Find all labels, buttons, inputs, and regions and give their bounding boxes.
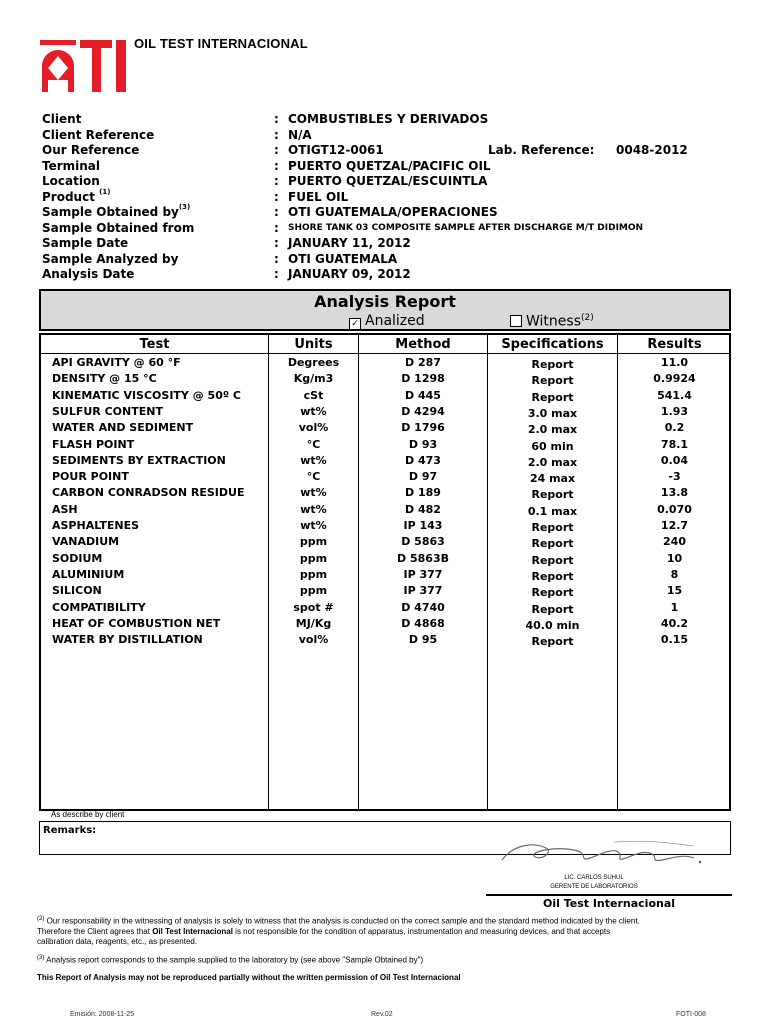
info-sample-analyzed-by <box>0 252 768 267</box>
table-row <box>41 421 729 437</box>
table-row <box>41 535 729 551</box>
footnote-ref: (2) <box>37 916 45 922</box>
report-title: Analysis Report <box>314 292 456 311</box>
units-cell: wt% <box>300 453 327 467</box>
our-reference-value: OTIGT12-0061 <box>288 143 384 157</box>
colon: : <box>274 112 279 126</box>
result-cell: 541.4 <box>657 388 692 402</box>
table-row <box>41 454 729 470</box>
company-header: OIL TEST INTERNACIONAL <box>134 36 308 51</box>
sample-date-value: JANUARY 11, 2012 <box>288 236 411 250</box>
analized-option <box>349 313 425 330</box>
colon: : <box>274 221 279 235</box>
remarks-label: Remarks: <box>43 825 97 836</box>
method-cell: D 445 <box>405 388 441 402</box>
spec-cell: Report <box>531 390 574 404</box>
info-our-reference <box>0 143 768 158</box>
signatory-title: GERENTE DE LABORATORIOS <box>550 884 638 890</box>
spec-cell: 24 max <box>529 472 576 486</box>
method-cell: D 5863 <box>401 535 445 549</box>
our-reference-label: Our Reference <box>42 143 140 157</box>
result-cell: 40.2 <box>660 616 689 630</box>
sample-analyzed-by-value: OTI GUATEMALA <box>288 252 398 266</box>
revision: Rev.02 <box>371 1011 393 1018</box>
units-cell: vol% <box>298 633 329 647</box>
units-cell: wt% <box>300 486 327 500</box>
method-cell: D 5863B <box>397 551 449 565</box>
test-name: KINEMATIC VISCOSITY @ 50º C <box>52 388 241 402</box>
result-cell: 0.2 <box>664 421 685 435</box>
spec-cell: 60 min <box>531 439 574 453</box>
results-table <box>39 333 731 811</box>
sample-obtained-by-value: OTI GUATEMALA/OPERACIONES <box>288 205 498 219</box>
result-cell: 0.04 <box>660 453 689 467</box>
info-client-reference <box>0 128 768 143</box>
sample-obtained-from-label: Sample Obtained from <box>42 221 195 235</box>
sample-analyzed-by-label: Sample Analyzed by <box>42 252 179 266</box>
lab-reference-label: Lab. Reference: <box>488 143 595 157</box>
analysis-report-header <box>39 289 731 331</box>
test-name: SODIUM <box>52 551 103 565</box>
units-cell: Degrees <box>287 356 340 369</box>
colon: : <box>274 174 279 188</box>
spec-cell: 2.0 max <box>527 455 578 469</box>
method-cell: D 4294 <box>401 404 445 418</box>
reproduction-disclaimer: This Report of Analysis may not be reproduced partially without the written permission of Oil Test Internacional <box>37 973 461 982</box>
spec-cell: Report <box>531 569 574 583</box>
header-results: Results <box>647 337 702 352</box>
result-cell: 0.070 <box>657 502 692 516</box>
info-sample-obtained-by <box>0 205 768 220</box>
info-analysis-date <box>0 267 768 282</box>
test-name: CARBON CONRADSON RESIDUE <box>52 486 245 500</box>
method-cell: D 473 <box>405 453 441 467</box>
note-3: $^{(3)}$ Analysis report corresponds to the sample supplied to the laboratory by (see above "Sample Obtained by") <box>37 955 424 965</box>
terminal-value: PUERTO QUETZAL/PACIFIC OIL <box>288 159 491 173</box>
units-cell: ppm <box>299 551 328 565</box>
emission-date: Emisión: 2008-11-25 <box>70 1011 135 1018</box>
result-cell: 10 <box>666 551 683 565</box>
table-row <box>41 568 729 584</box>
spec-cell: Report <box>531 553 574 567</box>
spec-cell: 3.0 max <box>527 406 578 420</box>
signature-company: Oil Test Internacional <box>542 897 676 910</box>
test-name: HEAT OF COMBUSTION NET <box>52 616 221 630</box>
analysis-date-label: Analysis Date <box>42 267 135 281</box>
spec-cell: Report <box>531 586 574 600</box>
info-location <box>0 174 768 189</box>
witness-option <box>510 313 594 330</box>
units-cell: ppm <box>299 535 328 549</box>
result-cell: 11.0 <box>660 356 689 369</box>
colon: : <box>274 128 279 142</box>
witness-checkbox <box>510 315 522 327</box>
colon: : <box>274 236 279 250</box>
analized-label: Analized <box>365 313 425 329</box>
location-value: PUERTO QUETZAL/ESCUINTLA <box>288 174 488 188</box>
result-cell: 12.7 <box>660 519 689 532</box>
result-cell: 0.9924 <box>653 372 696 386</box>
info-terminal <box>0 159 768 174</box>
witness-label: Witness <box>526 313 581 330</box>
result-cell: -3 <box>668 470 681 484</box>
lab-reference-value: 0048-2012 <box>616 143 688 157</box>
signatory-name: LIC. CARLOS SUHUL <box>564 875 624 881</box>
table-row <box>41 486 729 502</box>
footnote-ref: (1) <box>99 188 111 196</box>
test-name: POUR POINT <box>52 470 129 484</box>
analized-checkbox: ✓ <box>349 318 361 330</box>
spec-cell: 2.0 max <box>527 423 578 437</box>
terminal-label: Terminal <box>42 159 101 173</box>
test-name: SILICON <box>52 584 102 598</box>
method-cell: D 4868 <box>401 616 445 630</box>
result-cell: 0.15 <box>660 633 689 647</box>
header-test: Test <box>139 337 170 352</box>
spec-cell: Report <box>531 358 574 371</box>
result-cell: 1 <box>670 600 679 614</box>
colon: : <box>274 190 279 204</box>
note-2: $^{(2)}$ Our responsability in the witnessing of analysis is solely to witness that the analysis is conducted on the correct sample and the standard method indicated by the client. Therefore the Client agrees that Oil Test Internacional is not responsible for the condition of apparatus, instrumentation and measuring devices, and that accepts calibration data, reagents, etc., as presented. <box>37 916 640 946</box>
colon: : <box>274 267 279 281</box>
table-row <box>41 405 729 421</box>
result-cell: 15 <box>666 584 683 598</box>
info-sample-obtained-from <box>0 221 768 236</box>
test-name: WATER BY DISTILLATION <box>52 633 203 647</box>
table-row <box>41 503 729 519</box>
test-name: ASH <box>52 502 78 516</box>
table-row <box>41 519 729 535</box>
table-row <box>41 552 729 568</box>
units-cell: °C <box>306 470 321 484</box>
method-cell: IP 377 <box>403 584 443 598</box>
colon: : <box>274 143 279 157</box>
info-sample-date <box>0 236 768 251</box>
test-name: FLASH POINT <box>52 437 135 451</box>
method-cell: D 1796 <box>401 421 445 435</box>
test-name: DENSITY @ 15 °C <box>52 372 157 386</box>
units-cell: wt% <box>300 519 327 532</box>
units-cell: Kg/m3 <box>293 372 334 386</box>
table-row <box>41 438 729 454</box>
colon: : <box>274 205 279 219</box>
test-name: API GRAVITY @ 60 °F <box>52 356 181 369</box>
units-cell: cSt <box>303 388 324 402</box>
method-cell: D 95 <box>408 633 438 647</box>
units-cell: MJ/Kg <box>295 616 332 630</box>
header-divider <box>41 353 729 354</box>
header-method: Method <box>395 337 451 352</box>
footnote-ref: (3) <box>178 203 191 211</box>
result-cell: 240 <box>663 535 686 549</box>
test-name: ASPHALTENES <box>52 519 140 532</box>
table-row <box>41 470 729 486</box>
test-name: COMPATIBILITY <box>52 600 146 614</box>
test-name: VANADIUM <box>52 535 120 549</box>
table-row <box>41 601 729 617</box>
oti-logo <box>40 36 130 92</box>
units-cell: ppm <box>299 567 328 581</box>
client-reference-value: N/A <box>288 128 312 142</box>
footnote-ref: (3) <box>37 955 45 961</box>
units-cell: vol% <box>298 421 329 435</box>
method-cell: D 189 <box>405 486 441 500</box>
location-label: Location <box>42 174 100 188</box>
spec-cell: Report <box>531 488 574 502</box>
footnote-client: As describe by client <box>51 810 125 819</box>
units-cell: wt% <box>300 404 327 418</box>
units-cell: spot # <box>293 600 334 614</box>
spec-cell: Report <box>531 374 574 388</box>
client-reference-label: Client Reference <box>42 128 155 142</box>
header-specifications: Specifications <box>501 337 604 352</box>
sample-date-label: Sample Date <box>42 236 129 250</box>
signature-image <box>494 834 710 874</box>
test-name: SULFUR CONTENT <box>52 404 163 418</box>
table-row <box>41 372 729 388</box>
table-row <box>41 356 729 372</box>
table-row <box>41 633 729 649</box>
spec-cell: 0.1 max <box>527 504 578 518</box>
units-cell: wt% <box>300 502 327 516</box>
spec-cell: Report <box>531 635 574 649</box>
spec-cell: Report <box>531 521 574 534</box>
units-cell: °C <box>306 437 321 451</box>
test-name: ALUMINIUM <box>52 567 125 581</box>
table-row <box>41 389 729 405</box>
table-row <box>41 584 729 600</box>
spec-cell: Report <box>531 602 574 616</box>
spec-cell: 40.0 min <box>525 618 580 632</box>
units-cell: ppm <box>299 584 328 598</box>
header-units: Units <box>294 337 333 352</box>
method-cell: D 93 <box>408 437 438 451</box>
test-name: WATER AND SEDIMENT <box>52 421 194 435</box>
footnote-ref: (2) <box>581 313 594 323</box>
result-cell: 8 <box>670 567 679 581</box>
analysis-date-value: JANUARY 09, 2012 <box>288 267 411 281</box>
test-name: SEDIMENTS BY EXTRACTION <box>52 453 226 467</box>
form-code: FOTI-008 <box>676 1011 706 1018</box>
method-cell: D 482 <box>405 502 441 516</box>
result-cell: 78.1 <box>660 437 689 451</box>
client-label: Client <box>42 112 82 126</box>
client-value: COMBUSTIBLES Y DERIVADOS <box>288 112 489 126</box>
result-cell: 13.8 <box>660 486 689 500</box>
table-row <box>41 617 729 633</box>
sample-obtained-by-label: Sample Obtained $by^{(3)}$ <box>42 203 191 219</box>
method-cell: IP 143 <box>403 519 443 532</box>
method-cell: D 97 <box>408 470 438 484</box>
method-cell: D 287 <box>405 356 441 369</box>
method-cell: IP 377 <box>403 567 443 581</box>
product-value: FUEL OIL <box>288 190 349 204</box>
info-client <box>0 112 768 127</box>
sample-obtained-from-value: SHORE TANK 03 COMPOSITE SAMPLE AFTER DISCHARGE M/T DIDIMON <box>288 223 644 233</box>
product-label: Product $^{(1)}$ <box>42 188 111 204</box>
spec-cell: Report <box>531 537 574 551</box>
method-cell: D 4740 <box>401 600 445 614</box>
signature-line <box>486 894 732 896</box>
info-product <box>0 190 768 205</box>
method-cell: D 1298 <box>401 372 445 386</box>
colon: : <box>274 252 279 266</box>
result-cell: 1.93 <box>660 404 689 418</box>
colon: : <box>274 159 279 173</box>
